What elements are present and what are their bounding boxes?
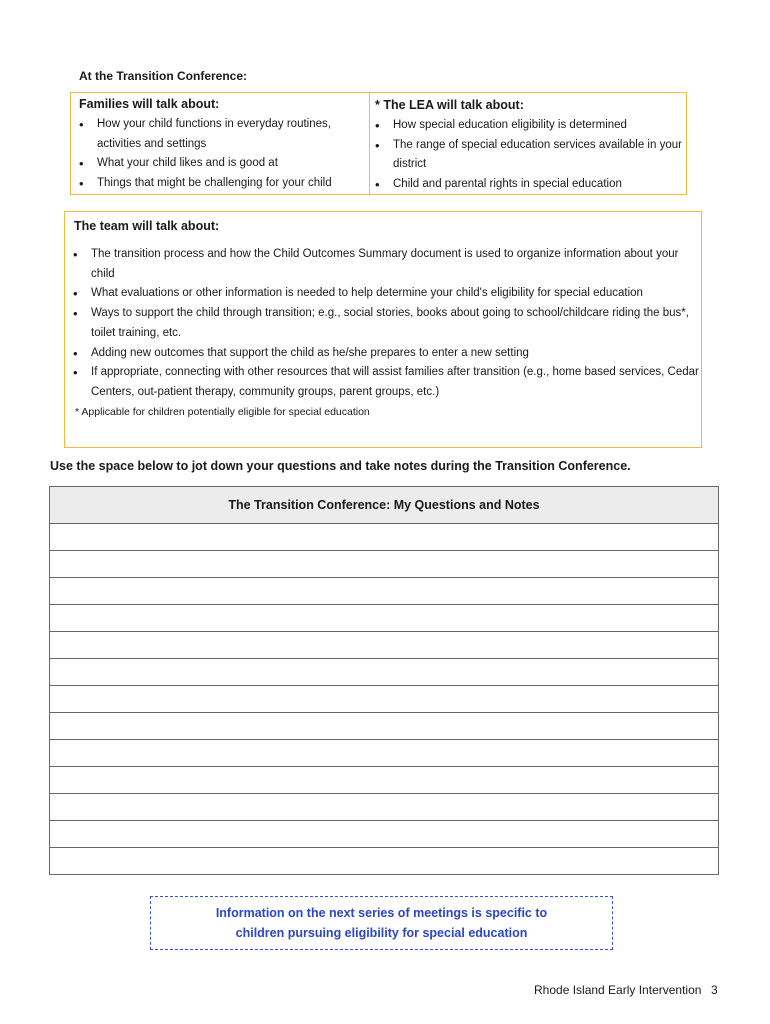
families-list — [79, 115, 369, 193]
list-item: • How your child functions in everyday routines, activities and settings — [79, 115, 369, 154]
callout-line: Information on the next series of meetings is specific to — [215, 906, 548, 920]
families-heading: Families will talk about: — [79, 97, 220, 111]
list-item: • Child and parental rights in special education — [375, 175, 686, 195]
note-row[interactable] — [50, 848, 718, 874]
lea-column — [369, 93, 686, 194]
lea-list — [375, 116, 686, 194]
team-topics-box — [64, 211, 702, 448]
note-row[interactable] — [50, 794, 718, 821]
note-row[interactable] — [50, 821, 718, 848]
notes-table-title: The Transition Conference: My Questions and Notes — [50, 487, 718, 524]
list-item: • Ways to support the child through transition; e.g., social stories, books about going to school/childcare riding the bus*, toilet training, etc. — [73, 304, 701, 343]
note-row[interactable] — [50, 605, 718, 632]
footnote: * Applicable for children potentially eligible for special education — [75, 405, 370, 418]
list-item: • Things that might be challenging for your child — [79, 174, 369, 194]
page-number: 3 — [711, 983, 718, 997]
team-heading: The team will talk about: — [74, 219, 220, 233]
note-row[interactable] — [50, 551, 718, 578]
callout-box — [150, 896, 613, 950]
conference-topics-box — [70, 92, 687, 195]
notes-table — [49, 486, 719, 875]
list-item: • Adding new outcomes that support the child as he/she prepares to enter a new setting — [73, 344, 701, 364]
callout-line: children pursuing eligibility for special education — [235, 926, 528, 940]
team-list — [73, 245, 701, 403]
list-item: • What your child likes and is good at — [79, 154, 369, 174]
list-item: • The transition process and how the Child Outcomes Summary document is used to organize information about your child — [73, 245, 701, 284]
note-row[interactable] — [50, 686, 718, 713]
section-title: At the Transition Conference: — [79, 69, 248, 83]
note-row[interactable] — [50, 632, 718, 659]
lea-heading: * The LEA will talk about: — [375, 98, 524, 112]
list-item: • How special education eligibility is determined — [375, 116, 686, 136]
list-item: • The range of special education services available in your district — [375, 136, 686, 175]
footer-organization: Rhode Island Early Intervention — [534, 983, 702, 997]
list-item: • What evaluations or other information is needed to help determine your child's eligibility for special education — [73, 284, 701, 304]
list-item: • If appropriate, connecting with other resources that will assist families after transition (e.g., home based services, Cedar Centers, out-patient therapy, community groups, parent groups, etc.) — [73, 363, 701, 402]
note-row[interactable] — [50, 713, 718, 740]
note-row[interactable] — [50, 740, 718, 767]
note-row[interactable] — [50, 578, 718, 605]
note-row[interactable] — [50, 659, 718, 686]
families-column — [71, 93, 370, 194]
note-row[interactable] — [50, 524, 718, 551]
note-row[interactable] — [50, 767, 718, 794]
instruction-text: Use the space below to jot down your questions and take notes during the Transition Conference. — [50, 459, 631, 473]
